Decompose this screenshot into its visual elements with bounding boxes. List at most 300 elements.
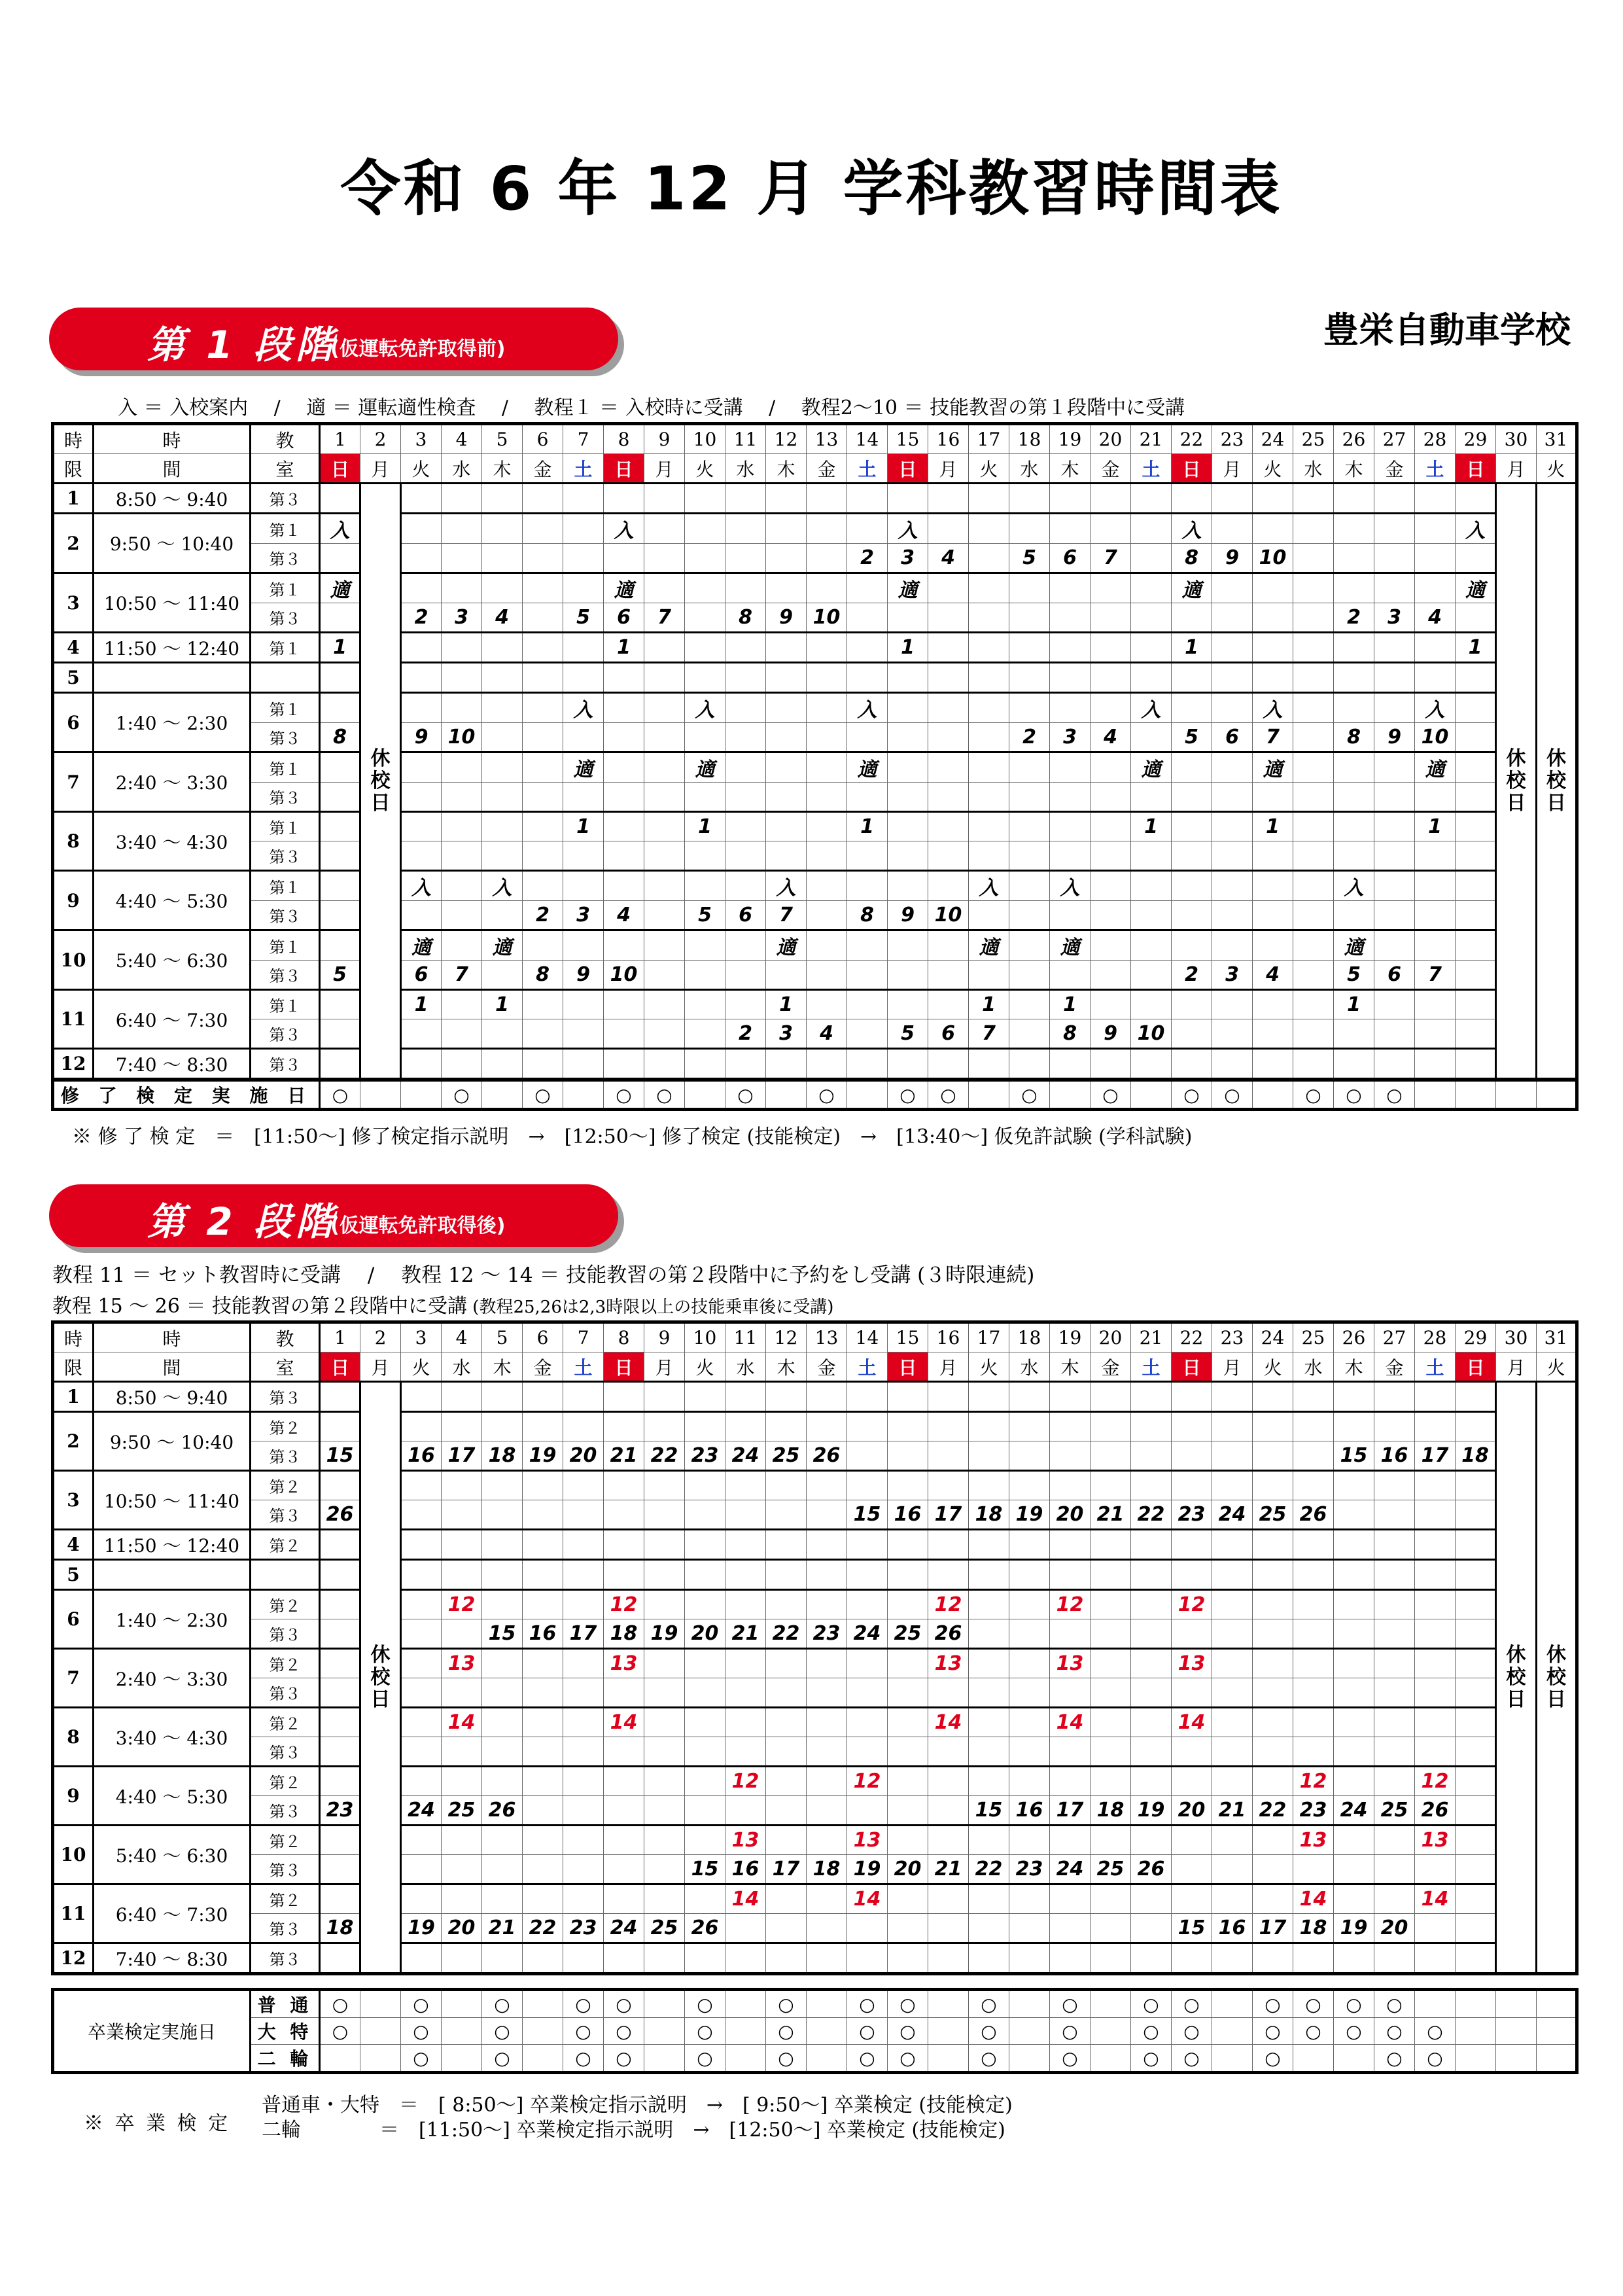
- period-number: 9: [53, 1767, 94, 1826]
- class-entry: 3: [888, 544, 928, 573]
- timetable-cell: [1456, 663, 1496, 693]
- day-number: 19: [1050, 424, 1091, 454]
- timetable-cell: [969, 633, 1009, 663]
- class-entry: 適: [1131, 752, 1172, 783]
- timetable-cell: [969, 1619, 1009, 1649]
- timetable-row: [53, 1049, 1577, 1080]
- timetable-cell: [482, 1560, 523, 1590]
- timetable-cell: [442, 1471, 482, 1500]
- timetable-cell: [482, 901, 523, 930]
- timetable-cell: [928, 693, 969, 723]
- timetable-cell: [1293, 901, 1334, 930]
- class-entry: 適: [888, 573, 928, 603]
- timetable-cell: [1050, 812, 1091, 841]
- timetable-cell: [1172, 1471, 1212, 1500]
- timetable-cell: [523, 484, 563, 514]
- timetable-cell: [1131, 1914, 1172, 1943]
- timetable-cell: [644, 1737, 685, 1767]
- class-entry: 1: [969, 990, 1009, 1019]
- timetable-cell: [1456, 1737, 1496, 1767]
- timetable-cell: [442, 514, 482, 544]
- timetable-cell: [482, 1500, 523, 1530]
- timetable-cell: [644, 1530, 685, 1560]
- timetable-cell: [888, 1441, 928, 1471]
- day-number: 10: [685, 424, 725, 454]
- exam-mark: ○: [1253, 1990, 1293, 2018]
- timetable-cell: [523, 1737, 563, 1767]
- class-entry: 1: [1253, 812, 1293, 841]
- timetable-cell: [1334, 1019, 1374, 1049]
- timetable-cell: [1374, 1708, 1415, 1737]
- timetable-cell: [644, 1382, 685, 1412]
- timetable-cell: [1293, 871, 1334, 901]
- exam-mark: ○: [888, 2045, 928, 2073]
- timetable-cell: [807, 812, 847, 841]
- room-label: 第２: [251, 1412, 320, 1441]
- exam-mark: ○: [766, 2018, 807, 2045]
- exam-cell: [1537, 1080, 1577, 1110]
- exam-cell: [320, 2045, 360, 2073]
- timetable-cell: [644, 783, 685, 812]
- timetable-cell: [685, 1500, 725, 1530]
- timetable-cell: [1172, 1019, 1212, 1049]
- class-entry: 入: [847, 693, 888, 723]
- timetable-cell: [685, 514, 725, 544]
- timetable-cell: [1050, 1530, 1091, 1560]
- timetable-cell: [888, 1884, 928, 1914]
- timetable-cell: [604, 1855, 644, 1884]
- class-entry: 16: [523, 1619, 563, 1649]
- timetable-cell: [928, 633, 969, 663]
- weekday: 金: [523, 454, 563, 484]
- timetable-cell: [685, 1737, 725, 1767]
- timetable-cell: [1456, 841, 1496, 871]
- class-entry: 15: [320, 1441, 360, 1471]
- timetable-row: [53, 1796, 1577, 1826]
- timetable-cell: [766, 1796, 807, 1826]
- timetable-cell: [1293, 723, 1334, 752]
- timetable-cell: [766, 544, 807, 573]
- class-entry: 22: [969, 1855, 1009, 1884]
- weekday: 木: [1050, 454, 1091, 484]
- timetable-cell: [1456, 1412, 1496, 1441]
- timetable-cell: [1415, 1914, 1456, 1943]
- timetable-cell: [482, 961, 523, 990]
- timetable-cell: [766, 723, 807, 752]
- timetable-cell: [1253, 1382, 1293, 1412]
- period-time: 7:40 ～ 8:30: [94, 1943, 251, 1974]
- timetable-cell: [442, 544, 482, 573]
- timetable-cell: [1374, 1471, 1415, 1500]
- timetable-cell: [1374, 1855, 1415, 1884]
- class-entry: 5: [1009, 544, 1050, 573]
- class-entry: 23: [563, 1914, 604, 1943]
- timetable-cell: [644, 961, 685, 990]
- timetable-cell: [1415, 1678, 1456, 1708]
- class-entry: 12: [604, 1590, 644, 1619]
- timetable-cell: [969, 1560, 1009, 1590]
- timetable-row: [53, 961, 1577, 990]
- timetable-cell: [888, 871, 928, 901]
- timetable-cell: [604, 841, 644, 871]
- exam-mark: ○: [928, 1080, 969, 1110]
- timetable-cell: [1091, 1412, 1131, 1441]
- timetable-cell: [1091, 752, 1131, 783]
- timetable-cell: [888, 1796, 928, 1826]
- timetable-cell: [1456, 901, 1496, 930]
- room-label: 第３: [251, 1943, 320, 1974]
- timetable-row: [53, 1943, 1577, 1974]
- timetable-cell: [1212, 1943, 1253, 1974]
- timetable-cell: [604, 812, 644, 841]
- day-number: 29: [1456, 424, 1496, 454]
- timetable-cell: [1374, 544, 1415, 573]
- timetable-cell: [725, 812, 766, 841]
- timetable-cell: [1172, 603, 1212, 633]
- timetable-cell: [1131, 783, 1172, 812]
- class-entry: 入: [1172, 514, 1212, 544]
- timetable-cell: [725, 514, 766, 544]
- class-entry: 8: [1050, 1019, 1091, 1049]
- day-number: 29: [1456, 1322, 1496, 1352]
- class-entry: 19: [401, 1914, 442, 1943]
- class-entry: 17: [928, 1500, 969, 1530]
- class-entry: 24: [1334, 1796, 1374, 1826]
- timetable-cell: [1131, 603, 1172, 633]
- timetable-cell: [807, 514, 847, 544]
- timetable-cell: [807, 901, 847, 930]
- room-label: 第１: [251, 752, 320, 783]
- class-entry: 14: [847, 1884, 888, 1914]
- timetable-cell: [1212, 1619, 1253, 1649]
- timetable-cell: [725, 841, 766, 871]
- timetable-cell: [1253, 1708, 1293, 1737]
- class-entry: 24: [725, 1441, 766, 1471]
- class-entry: 25: [442, 1796, 482, 1826]
- exam-mark: ○: [1374, 2045, 1415, 2073]
- class-entry: 16: [1374, 1441, 1415, 1471]
- timetable-cell: [1334, 544, 1374, 573]
- timetable-cell: [1172, 1678, 1212, 1708]
- timetable-cell: [807, 544, 847, 573]
- timetable-cell: [1415, 1737, 1456, 1767]
- timetable-cell: [1374, 812, 1415, 841]
- weekday: 日: [604, 454, 644, 484]
- timetable-cell: [1334, 1471, 1374, 1500]
- class-entry: 適: [1172, 573, 1212, 603]
- timetable-cell: [1050, 693, 1091, 723]
- timetable-cell: [807, 663, 847, 693]
- class-entry: 14: [1293, 1884, 1334, 1914]
- class-entry: 10: [1253, 544, 1293, 573]
- timetable-cell: [644, 1471, 685, 1500]
- timetable-cell: [401, 1884, 442, 1914]
- exam-cell: [1253, 1080, 1293, 1110]
- timetable-cell: [847, 841, 888, 871]
- timetable-cell: [563, 1826, 604, 1855]
- timetable-cell: [1293, 1412, 1334, 1441]
- timetable-cell: [725, 1500, 766, 1530]
- timetable-cell: [969, 1412, 1009, 1441]
- class-entry: 23: [1009, 1855, 1050, 1884]
- timetable-cell: [969, 841, 1009, 871]
- stage2-exam-note-1: 普通車・大特 ＝ [ 8:50〜] 卒業検定指示説明 → [ 9:50〜] 卒業検定 (技能検定): [262, 2094, 1013, 2117]
- timetable-cell: [1415, 1708, 1456, 1737]
- day-number: 9: [644, 1322, 685, 1352]
- class-entry: 8: [725, 603, 766, 633]
- class-entry: 13: [1050, 1649, 1091, 1678]
- timetable-cell: [320, 1737, 360, 1767]
- weekday: 火: [401, 454, 442, 484]
- stage1-exam-note: ※ 修 了 検 定 ＝ [11:50〜] 修了検定指示説明 → [12:50〜] 修了検定 (技能検定) → [13:40〜] 仮免許試験 (学科試験): [72, 1125, 1193, 1148]
- room-label: 第３: [251, 1914, 320, 1943]
- timetable-cell: [563, 663, 604, 693]
- timetable-cell: [523, 783, 563, 812]
- day-number: 20: [1091, 1322, 1131, 1352]
- timetable-cell: [1172, 783, 1212, 812]
- timetable-cell: [1334, 484, 1374, 514]
- day-number: 16: [928, 1322, 969, 1352]
- period-time: 6:40 ～ 7:30: [94, 990, 251, 1049]
- class-entry: 21: [482, 1914, 523, 1943]
- timetable-cell: [1456, 484, 1496, 514]
- timetable-cell: [766, 573, 807, 603]
- stage1-legend: 入 ＝ 入校案内 / 適 ＝ 運転適性検査 / 教程１ ＝ 入校時に受講 / 教程2〜10 ＝ 技能教習の第１段階中に受講: [118, 397, 1185, 419]
- class-entry: 適: [1456, 573, 1496, 603]
- exam-cell: [442, 2045, 482, 2073]
- exam-cell: [523, 1990, 563, 2018]
- day-number: 17: [969, 1322, 1009, 1352]
- timetable-cell: [563, 871, 604, 901]
- weekday: 火: [1253, 454, 1293, 484]
- weekday: 日: [888, 454, 928, 484]
- timetable-cell: [644, 1884, 685, 1914]
- timetable-cell: [1009, 1884, 1050, 1914]
- timetable-cell: [1293, 752, 1334, 783]
- class-entry: 14: [725, 1884, 766, 1914]
- class-entry: 21: [725, 1619, 766, 1649]
- class-entry: 10: [807, 603, 847, 633]
- class-entry: 適: [685, 752, 725, 783]
- timetable-cell: [1456, 1530, 1496, 1560]
- timetable-cell: [1253, 1530, 1293, 1560]
- class-entry: 19: [644, 1619, 685, 1649]
- period-time: 11:50 ～ 12:40: [94, 633, 251, 663]
- timetable-cell: [1334, 1619, 1374, 1649]
- timetable-cell: [1212, 1826, 1253, 1855]
- timetable-cell: [442, 752, 482, 783]
- timetable-cell: [1050, 1737, 1091, 1767]
- class-entry: 1: [1131, 812, 1172, 841]
- timetable-cell: [888, 1560, 928, 1590]
- class-entry: 1: [401, 990, 442, 1019]
- period-time: 7:40 ～ 8:30: [94, 1049, 251, 1080]
- day-number: 12: [766, 1322, 807, 1352]
- class-entry: 12: [847, 1767, 888, 1796]
- timetable-cell: [1374, 1500, 1415, 1530]
- timetable-cell: [563, 1019, 604, 1049]
- class-entry: 10: [1415, 723, 1456, 752]
- exam-mark: ○: [482, 2018, 523, 2045]
- timetable-cell: [563, 573, 604, 603]
- day-number: 25: [1293, 1322, 1334, 1352]
- timetable-cell: [928, 1914, 969, 1943]
- class-entry: 4: [1091, 723, 1131, 752]
- class-entry: 13: [442, 1649, 482, 1678]
- timetable-cell: [1172, 812, 1212, 841]
- timetable-cell: [1050, 514, 1091, 544]
- timetable-cell: [320, 783, 360, 812]
- class-entry: 3: [766, 1019, 807, 1049]
- timetable-cell: [1009, 633, 1050, 663]
- timetable-cell: [685, 871, 725, 901]
- timetable-cell: [1050, 1678, 1091, 1708]
- room-label: 第１: [251, 871, 320, 901]
- room-label: [251, 663, 320, 693]
- timetable-cell: [1456, 752, 1496, 783]
- exam-cell: [1009, 2045, 1050, 2073]
- timetable-cell: [928, 1530, 969, 1560]
- day-number: 11: [725, 424, 766, 454]
- timetable-cell: [847, 1796, 888, 1826]
- timetable-cell: [807, 783, 847, 812]
- timetable-cell: [1293, 1943, 1334, 1974]
- timetable-cell: [1172, 901, 1212, 930]
- class-entry: 17: [1415, 1441, 1456, 1471]
- weekday: 日: [604, 1352, 644, 1382]
- timetable-cell: [1131, 1767, 1172, 1796]
- class-entry: 17: [766, 1855, 807, 1884]
- timetable-cell: [1009, 1708, 1050, 1737]
- timetable-cell: [1172, 752, 1212, 783]
- timetable-cell: [644, 1649, 685, 1678]
- timetable-cell: [928, 1560, 969, 1590]
- exam-cell: [766, 1080, 807, 1110]
- timetable-cell: [604, 663, 644, 693]
- class-entry: 26: [928, 1619, 969, 1649]
- period-time: 6:40 ～ 7:30: [94, 1884, 251, 1943]
- timetable-row: [53, 783, 1577, 812]
- timetable-cell: [969, 1943, 1009, 1974]
- timetable-cell: [969, 1914, 1009, 1943]
- timetable-cell: [644, 1019, 685, 1049]
- timetable-cell: [442, 930, 482, 961]
- timetable-cell: [1415, 783, 1456, 812]
- day-number: 22: [1172, 1322, 1212, 1352]
- timetable-cell: [1009, 514, 1050, 544]
- timetable-cell: [1212, 1767, 1253, 1796]
- timetable-cell: [847, 1471, 888, 1500]
- timetable-cell: [1050, 1914, 1091, 1943]
- timetable-cell: [1456, 1619, 1496, 1649]
- timetable-cell: [928, 1767, 969, 1796]
- timetable-cell: [725, 1590, 766, 1619]
- timetable-cell: [320, 1471, 360, 1500]
- period-time: 10:50 ～ 11:40: [94, 1471, 251, 1530]
- day-number: 26: [1334, 1322, 1374, 1352]
- timetable-cell: [644, 812, 685, 841]
- timetable-cell: [1415, 544, 1456, 573]
- timetable-cell: [442, 1560, 482, 1590]
- day-number: 26: [1334, 424, 1374, 454]
- class-entry: 8: [1334, 723, 1374, 752]
- class-entry: 適: [969, 930, 1009, 961]
- timetable-cell: [725, 484, 766, 514]
- timetable-cell: [1456, 693, 1496, 723]
- exam-cell: [928, 2045, 969, 2073]
- class-entry: 24: [604, 1914, 644, 1943]
- timetable-cell: [969, 1737, 1009, 1767]
- timetable-cell: [969, 1649, 1009, 1678]
- timetable-cell: [482, 573, 523, 603]
- class-entry: 2: [847, 544, 888, 573]
- timetable-cell: [1415, 484, 1456, 514]
- timetable-cell: [1293, 633, 1334, 663]
- timetable-cell: [1009, 484, 1050, 514]
- timetable-cell: [766, 1737, 807, 1767]
- timetable-cell: [888, 723, 928, 752]
- room-label: 第３: [251, 783, 320, 812]
- exam-cell: [442, 2018, 482, 2045]
- timetable-cell: [1131, 723, 1172, 752]
- timetable-cell: [807, 961, 847, 990]
- day-number: 31: [1537, 1322, 1577, 1352]
- class-entry: 適: [766, 930, 807, 961]
- weekday: 水: [1009, 1352, 1050, 1382]
- timetable-cell: [1091, 633, 1131, 663]
- timetable-cell: [563, 633, 604, 663]
- header-kyoshitsu: 教: [251, 1322, 320, 1352]
- timetable-cell: [320, 1767, 360, 1796]
- weekday: 月: [928, 1352, 969, 1382]
- closed-day-label: 休 校 日: [1496, 484, 1537, 1080]
- period-number: 7: [53, 752, 94, 812]
- timetable-cell: [604, 723, 644, 752]
- timetable-cell: [1374, 1019, 1415, 1049]
- timetable-cell: [807, 723, 847, 752]
- timetable-row: [53, 693, 1577, 723]
- exam-type-label: 二 輪: [251, 2045, 320, 2073]
- exam-cell: [644, 2018, 685, 2045]
- timetable-cell: [563, 1049, 604, 1080]
- class-entry: 20: [442, 1914, 482, 1943]
- timetable-cell: [807, 1590, 847, 1619]
- class-entry: 適: [482, 930, 523, 961]
- timetable-cell: [725, 544, 766, 573]
- timetable-cell: [807, 1767, 847, 1796]
- timetable-cell: [320, 1590, 360, 1619]
- weekday: 水: [725, 1352, 766, 1382]
- timetable-cell: [928, 603, 969, 633]
- exam-mark: ○: [1131, 1990, 1172, 2018]
- timetable-cell: [644, 633, 685, 663]
- exam-mark: ○: [1131, 2045, 1172, 2073]
- timetable-cell: [1374, 484, 1415, 514]
- timetable-cell: [807, 1382, 847, 1412]
- exam-cell: [1456, 1990, 1496, 2018]
- class-entry: 1: [320, 633, 360, 663]
- class-entry: 13: [1293, 1826, 1334, 1855]
- timetable-cell: [847, 783, 888, 812]
- timetable-cell: [847, 871, 888, 901]
- timetable-row: [53, 990, 1577, 1019]
- timetable-cell: [1293, 990, 1334, 1019]
- timetable-cell: [1253, 663, 1293, 693]
- timetable-cell: [807, 633, 847, 663]
- timetable-cell: [1293, 1530, 1334, 1560]
- timetable-cell: [1172, 871, 1212, 901]
- timetable-cell: [1334, 514, 1374, 544]
